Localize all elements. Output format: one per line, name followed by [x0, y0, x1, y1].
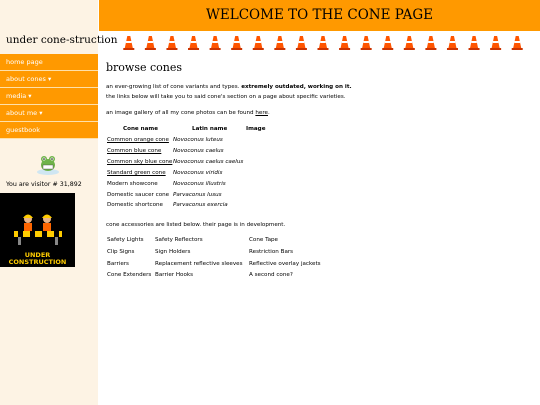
traffic-cone-icon: [361, 36, 372, 50]
intro-bold: extremely outdated, working on it.: [241, 84, 352, 90]
traffic-cone-icon: [404, 36, 415, 50]
nav-media[interactable]: media ▾: [0, 88, 98, 105]
cone-name-5: Modern showcone: [107, 180, 158, 187]
traffic-cone-icon: [166, 36, 177, 50]
col-header-image: Image: [246, 126, 266, 132]
nav-about-cones[interactable]: about cones ▾: [0, 71, 98, 88]
cone-latin-1: Novoconus luteus: [173, 137, 223, 143]
col-header-latin-name: Latin name: [192, 126, 228, 132]
accessory-item: Safety Reflectors: [155, 237, 203, 243]
cone-latin-3: Novoconus caelus caelus: [173, 158, 244, 165]
cone-name-1[interactable]: Common orange cone: [107, 137, 169, 143]
gallery-link[interactable]: here: [255, 110, 268, 116]
site-title: under cone-struction: [6, 34, 118, 46]
accessory-item: Safety Lights: [107, 237, 144, 243]
accessory-item: A second cone?: [249, 272, 293, 279]
sidebar-nav: [0, 54, 98, 139]
cone-latin-4: Novoconus viridis: [173, 169, 223, 176]
accessory-item: Cone Tape: [249, 237, 279, 243]
gallery-period: .: [268, 110, 270, 116]
traffic-cone-icon: [512, 36, 523, 50]
intro-line-2: the links below will take you to said cone's section on a page about specific varieties.: [106, 94, 346, 100]
traffic-cone-icon: [231, 36, 242, 50]
uc-line-1: UNDER: [24, 251, 51, 259]
uc-line-2: CONSTRUCTION: [8, 258, 67, 266]
accessory-item: Cone Extenders: [107, 272, 152, 279]
accessory-item: Sign Holders: [155, 248, 191, 255]
accessory-item: Barrier Hooks: [155, 272, 194, 279]
traffic-cone-icon: [210, 36, 221, 50]
nav-guestbook[interactable]: guestbook: [0, 122, 98, 139]
nav-about-me[interactable]: about me ▾: [0, 105, 98, 122]
traffic-cone-icon: [296, 36, 307, 50]
traffic-cone-icon: [339, 36, 350, 50]
cone-latin-2: Novoconus caelus: [173, 147, 224, 154]
accessory-item: Replacement reflective sleeves: [155, 260, 243, 267]
page-title: WELCOME TO THE CONE PAGE: [206, 7, 433, 23]
cone-name-3[interactable]: Common sky blue cone: [107, 158, 173, 165]
cone-latin-6: Parvaconus lusus: [173, 191, 222, 198]
traffic-cone-icon: [188, 36, 199, 50]
traffic-cone-icon: [318, 36, 329, 50]
header-banner: [99, 0, 540, 31]
accessory-item: Reflective overlay jackets: [249, 260, 321, 267]
accessories-note: cone accessories are listed below. their page is in development.: [106, 222, 286, 228]
cone-name-4[interactable]: Standard green cone: [107, 169, 166, 176]
frog-mascot-icon: [34, 150, 62, 178]
traffic-cone-icon: [447, 36, 458, 50]
cone-latin-5: Novoconus illustris: [173, 180, 226, 187]
accessory-item: Restriction Bars: [249, 248, 294, 255]
traffic-cone-icon: [274, 36, 285, 50]
intro-text: an ever-growing list of cone variants and types.: [106, 84, 242, 90]
traffic-cone-icon: [425, 36, 436, 50]
cone-name-2[interactable]: Common blue cone: [107, 147, 162, 154]
nav-home-page[interactable]: home page: [0, 54, 98, 71]
traffic-cone-icon: [253, 36, 264, 50]
traffic-cone-icon: [123, 36, 134, 50]
cone-name-7: Domestic shortcone: [107, 202, 163, 209]
visitor-counter: You are visitor # 31,892: [6, 181, 82, 188]
accessory-item: Clip Signs: [107, 248, 135, 255]
traffic-cone-icon: [490, 36, 501, 50]
gallery-line: [106, 110, 270, 116]
col-header-cone-name: Cone name: [123, 126, 159, 132]
cone-latin-7: Parvaconus exercia: [173, 202, 228, 209]
accessory-item: Barriers: [107, 260, 129, 267]
intro-line-1: [106, 84, 352, 90]
traffic-cone-icon: [469, 36, 480, 50]
cone-name-6: Domestic saucer cone: [107, 191, 170, 198]
gallery-text: an image gallery of all my cone photos can be found: [106, 110, 256, 116]
traffic-cone-icon: [382, 36, 393, 50]
under-construction-text: [0, 252, 75, 266]
traffic-cone-icon: [145, 36, 156, 50]
section-heading: browse cones: [106, 61, 183, 74]
cone-decoration-row: [118, 35, 528, 51]
